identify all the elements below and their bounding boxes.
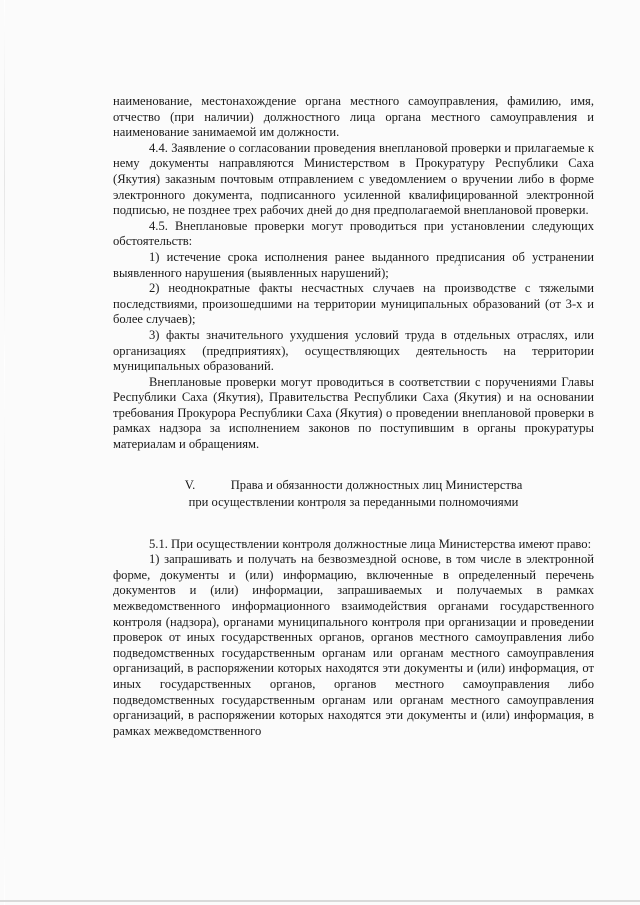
paragraph-continuation: наименование, местонахождение органа местного самоуправления, фамилию, имя, отчество (при наличии) должностного лица органа местного самоуправления и наименование занимаемой им должности. bbox=[113, 94, 594, 140]
document-body bbox=[113, 94, 594, 739]
paragraph-4-4: 4.4. Заявление о согласовании проведения внеплановой проверки и прилагаемые к нему документы направляются Министерством в Прокуратуру Республики Саха (Якутия) заказным почтовым отправлением с уведомлением о вручении либо в форме электронного документа, подписанного усиленной квалифицированной электронной подписью, не позднее трех рабочих дней до дня предполагаемой внеплановой проверки. bbox=[113, 140, 594, 218]
section-number: V. bbox=[184, 477, 196, 492]
paragraph-4-5: 4.5. Внеплановые проверки могут проводиться при установлении следующих обстоятельств: bbox=[113, 218, 594, 249]
list-item-3: 3) факты значительного ухудшения условий труда в отдельных отраслях, или организациях (предприятиях), осуществляющих деятельность на территории муниципальных образований. bbox=[113, 327, 594, 374]
paragraph-5-1: 5.1. При осуществлении контроля должностные лица Министерства имеют право: bbox=[149, 536, 592, 551]
scan-edge-left bbox=[4, 0, 5, 905]
section-heading-line-1 bbox=[113, 477, 594, 494]
list-item-2: 2) неоднократные факты несчастных случаев на производстве с тяжелыми последствиями, произошедшими на территории муниципальных образований (от 3-х и более случаев); bbox=[113, 281, 594, 327]
section-title-line-1: Права и обязанности должностных лиц Министерства bbox=[230, 477, 523, 492]
list-item-1: 1) истечение срока исполнения ранее выданного предписания об устранении выявленного нарушения (выявленных нарушений); bbox=[113, 249, 594, 280]
paragraph-unscheduled-inspections: Внеплановые проверки могут проводиться в соответствии с поручениями Главы Республики Саха (Якутия), Правительства Республики Саха (Якутия) и на основании требования Прокурора Республики Саха (Якутия) о проведении внеплановой проверки в рамках надзора за исполнением законов по поступившим в органы прокуратуры материалам и обращениям. bbox=[113, 374, 594, 452]
list-item-5-1-1: 1) запрашивать и получать на безвозмездной основе, в том числе в электронной форме, документы и (или) информацию, включенные в определенный перечень документов и (или) информации, запрашиваемых и получаемых в рамках межведомственного информационного взаимодействия органами государственного контроля (надзора), органами муниципального контроля при организации и проведении проверок от иных государственных органов, органов местного самоуправления либо подведомственных государственным органам или органам местного самоуправления организаций, в распоряжении которых находятся эти документы и (или) информация, от иных государственных органов, органов местного самоуправления либо подведомственных государственным органам или органам местного самоуправления организаций, в распоряжении которых находятся эти документы и (или) информация, в рамках межведомственного bbox=[113, 552, 594, 738]
section-heading bbox=[113, 477, 594, 511]
stray-scan-mark: ˆ bbox=[458, 263, 461, 273]
section-title-line-2: при осуществлении контроля за переданными полномочиями bbox=[188, 494, 519, 509]
scan-edge-bottom bbox=[0, 900, 640, 902]
